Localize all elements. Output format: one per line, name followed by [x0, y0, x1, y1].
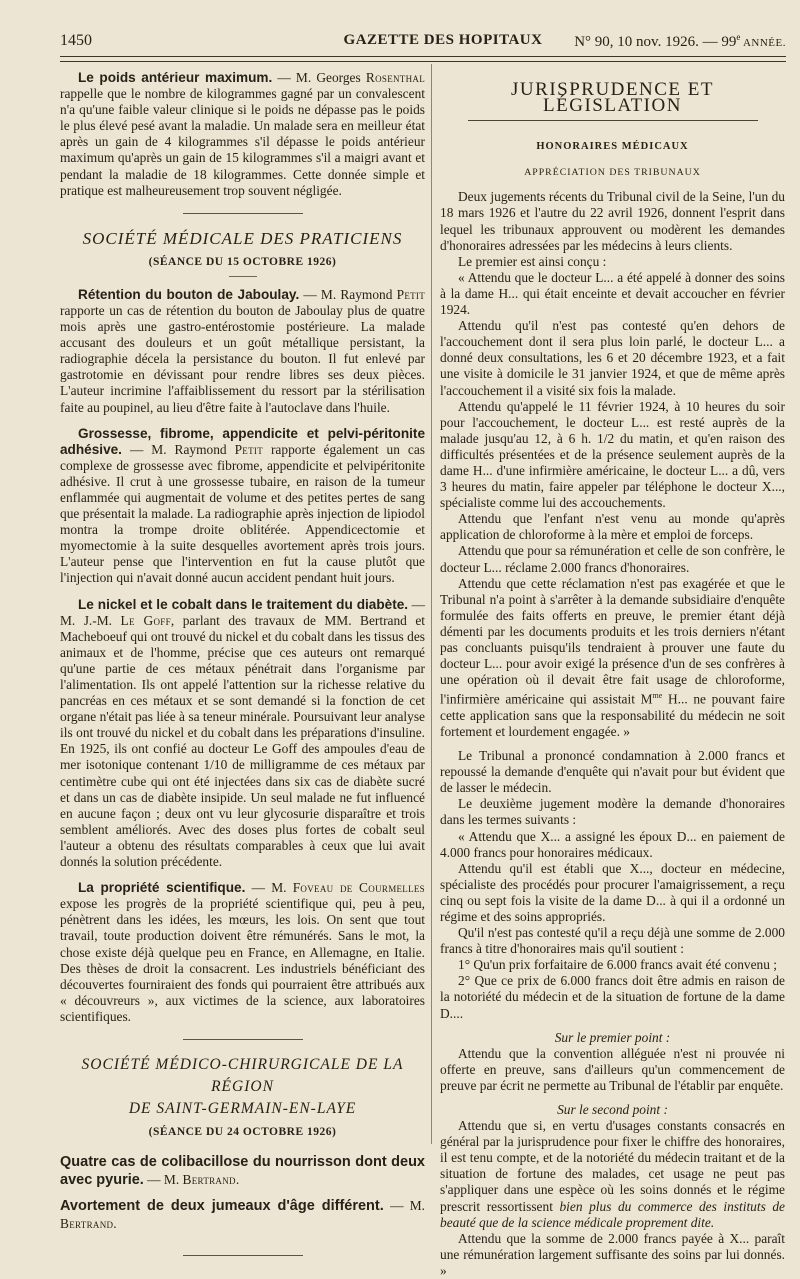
article-text: — M. Raymond — [299, 286, 397, 302]
article-title: Rétention du bouton de Jaboulay. — [78, 286, 300, 302]
paragraph: Deux jugements récents du Tribunal civil de la Seine, l'un du 18 mars 1926 et l'autre du 22 avril 1926, donnent l'esprit dans lequel les tribunaux approuvent ou modèrent les demandes d'honoraires adressées par les médecins à leurs clients. — [440, 189, 785, 253]
article-colibacillose — [60, 1154, 425, 1189]
article-title: Quatre cas de colibacillose du nourrisson dont deux avec pyurie. — [60, 1154, 425, 1189]
article-avortement — [60, 1197, 425, 1233]
paragraph: « Attendu que le docteur L... a été appelé à donner des soins à la dame H... qui était enceinte et devait accoucher en février 1924. — [440, 269, 785, 318]
article-text: . — [113, 1216, 117, 1232]
left-column — [60, 70, 425, 1256]
seance-date: (SÉANCE DU 15 OCTOBRE 1926) — [148, 255, 337, 268]
paragraph: Attendu que la convention alléguée n'est ni prouvée ni offerte en preuve, sans d'ailleurs qu'un commencement de preuve par écrit ne permette au Tribunal de l'établir par enquête. — [440, 1045, 785, 1093]
paragraph — [440, 576, 785, 740]
article-text: expose les progrès de la propriété scientifique qui, peu à peu, pénètrent dans les idées, les mœurs, les lois. On sent que tout travail, toute production doivent être rémunérés. Sans le mot, la chose existe déjà quelque peu en France, en Allemagne, en Italie. Des thèses de droit la consacrent. Les industriels bénéficiant des découvertes fourniraient des fonds qui pourraient être attribués aux « découvreurs », aux victimes de la science, aux laboratoires scientifiques. — [60, 896, 425, 1024]
seance-date: (SÉANCE DU 24 OCTOBRE 1926) — [148, 1125, 337, 1138]
article-poids — [60, 70, 425, 199]
paragraph: Attendu que pour sa rémunération et celle de son confrère, le docteur L... réclame 2.000 francs d'honoraires. — [440, 543, 785, 575]
paragraph: Attendu que l'enfant n'est venu au monde qu'après application de chloroforme à la mère et emploi de forceps. — [440, 511, 785, 543]
paragraph: 2° Que ce prix de 6.000 francs doit être admis en raison de la notoriété du médecin et de la situation de fortune de la dame D.... — [440, 973, 785, 1021]
paragraph: Attendu qu'appelé le 11 février 1924, à 10 heures du soir pour l'accouchement, le docteur L... est resté auprès de la malade jusqu'au 12, à 6 h. 1/2 du matin, et qu'en raison des difficultés présentées et de la présence seulement auprès de la dame H... d'une infirmière américaine, le docteur L... a dû, vers 3 heures du matin, faire appeler par téléphone le docteur X..., spécialiste comme lui des accouchements. — [440, 398, 785, 511]
article-jaboulay — [60, 287, 425, 416]
paragraph: Attendu que la somme de 2.000 francs payée à X... paraît une rémunération largement suffisante des soins par lui donnés. » — [440, 1230, 785, 1278]
paragraph: Le premier est ainsi conçu : — [458, 253, 607, 269]
subsection-subtitle: APPRÉCIATION DES TRIBUNAUX — [524, 167, 701, 179]
society-heading-line2: DE SAINT-GERMAIN-EN-LAYE — [128, 1099, 357, 1117]
issue-annee: ANNÉE. — [740, 37, 786, 49]
paragraph-text: H... ne pouvant faire cette application sans que la responsabilité du médecin ne soit fortement et lourdement engagée. » — [440, 691, 785, 739]
separator-rule — [183, 1039, 303, 1040]
paragraph — [440, 1118, 785, 1231]
society-heading-line1: SOCIÉTÉ MÉDICO-CHIRURGICALE DE LA RÉGION — [81, 1055, 404, 1095]
paragraph-text: Attendu que si, en vertu d'usages constants consacrés en général par la jurisprudence pour fixer le chiffre des honoraires, il est tenu compte, et de la notoriété du médecin traitant et de la situation de fortune des malades, cet usage ne peut pas s'appliquer dans une espèce où les soins donnés et le régime prescrit ressortissent — [440, 1118, 785, 1214]
page-header — [60, 32, 786, 54]
author-name: Foveau de Courmelles — [292, 880, 425, 896]
paragraph: « Attendu que X... a assigné les époux D... en paiement de 4.000 francs pour honoraires médicaux. — [440, 828, 785, 860]
paragraph-italic: bien plus du commerce des instituts de beauté que de la science médicale proprement dite. — [440, 1198, 785, 1230]
society-heading: SOCIÉTÉ MÉDICALE DES PRATICIENS — [82, 228, 403, 248]
issue-sup: e — [736, 32, 741, 42]
journal-title: GAZETTE DES HOPITAUX — [343, 32, 543, 48]
right-column — [440, 70, 785, 1279]
article-text: rapporte également un cas complexe de grossesse avec fibrome, appendicite et pelvipéritonite adhésive. Il crut à une grossesse tubaire, en raison de la tumeur enflammée qui augmentait de volume et des petites pertes de sang que présentait la malade. La radiographie après injection de lipiodol montra la trompe droite oblitérée. Appendicectomie et myomectomie à la suite desquelles avortement après trois jours. L'auteur pense que l'intervention en fut la cause plutôt que l'injection qui n'avait donné aucun accident pendant huit jours. — [60, 441, 425, 586]
article-title: Le nickel et le cobalt dans le traitement du diabète. — [78, 596, 409, 612]
article-text: . — [235, 1172, 240, 1188]
page-number: 1450 — [60, 32, 92, 49]
article-title: Avortement de deux jumeaux d'âge différent. — [60, 1198, 384, 1215]
paragraph-text: Attendu que cette réclamation n'est pas exagérée et que le Tribunal n'a point à s'arrêter à la demande subsidiaire d'enquête formulée des faits offerts en preuve, le premier étant déjà démenti par les documents produits et les trois derniers n'étant pas concluants puisqu'ils tendraient à prouver une faute du docteur L... pour avoir exigé la présence d'un de ses confrères à une opération où il devait être fait usage de chloroforme, l'infirmière américaine qui assistait M — [440, 575, 785, 707]
section-title: JURISPRUDENCE ET LÉGISLATION — [511, 79, 714, 117]
article-text: — M. Georges — [272, 70, 366, 85]
article-text: — M. Raymond — [121, 441, 235, 457]
author-name: Bertrand — [60, 1216, 114, 1232]
article-title: La propriété scientifique. — [78, 880, 246, 896]
article-text: — M. — [245, 880, 293, 896]
article-nickel — [60, 597, 425, 871]
paragraph: Attendu qu'il n'est pas contesté qu'en dehors de l'accouchement dont il sera plus loin parlé, le docteur L... a donné deux consultations, les 6 et 20 décembre 1923, et a fait une visite à domicile le 31 janvier 1924, et que de même après l'accouchement il a visité six fois la malade. — [440, 318, 785, 398]
author-name: Petit — [396, 286, 426, 302]
subsection-title: HONORAIRES MÉDICAUX — [536, 141, 689, 153]
article-text: — M. J.-M. — [60, 596, 425, 628]
author-name: Rosenthal — [365, 70, 425, 85]
article-text: rappelle que le nombre de kilogrammes gagné par un convalescent n'a qu'une faible valeur clinique si le poids ne dépasse pas le poids le plus élevé pesé avant la maladie. Un malade sera en meilleur état après un gain de 4 kilogrammes s'il dépasse le poids antérieur maximum qu'après un gain de 15 kilogrammes s'il a maigri avant et pendant la maladie de 18 kilogrammes. Cette donnée simple et pratique est malheureusement trop souvent négligée. — [60, 86, 425, 198]
column-divider — [431, 64, 432, 1144]
article-text: — M. — [143, 1172, 183, 1188]
end-rule — [183, 1255, 303, 1256]
paragraph: Le Tribunal a prononcé condamnation à 2.000 francs et repoussé la demande d'enquête qui n'avait pour but évident que de lasser le médecin. — [440, 748, 785, 796]
separator-rule — [183, 213, 303, 214]
article-propriete — [60, 880, 425, 1025]
section-rule — [468, 120, 758, 121]
paragraph-sup: me — [652, 691, 663, 701]
author-name: Petit — [234, 441, 263, 457]
issue-number: N° 90, 10 nov. 1926. — 99 — [574, 34, 737, 50]
paragraph: Qu'il n'est pas contesté qu'il a reçu déjà une somme de 2.000 francs à titre d'honoraires mais qu'il soutient : — [440, 925, 785, 957]
subheading-second-point: Sur le second point : — [557, 1102, 668, 1117]
header-rule — [60, 56, 786, 62]
small-rule — [229, 276, 257, 277]
article-grossesse — [60, 426, 425, 587]
article-text: rapporte un cas de rétention du bouton de Jaboulay plus de quatre mois après une gastro-entérostomie postérieure. La malade accusant des douleurs et un goût métallique persistant, la radiographie décela la persistance du bouton. Il fut enlevé par gastrotomie en dévissant pour rendre libres ses deux pièces. L'auteur incrimine l'affaiblissement du ressort par la stérilisation faite au poupinel, au lieu d'être faite à l'autoclave dans l'huile. — [60, 302, 425, 415]
article-text: , parlant des travaux de MM. Bertrand et Macheboeuf qui ont trouvé du nickel et du cobalt dans les tissus des animaux et de l'homme, précise que ces auteurs ont remarqué qu'une partie de ces métaux pénétrait dans l'organisme par l'alimentation. Ils ont appelé l'attention sur la richesse relative du pancréas en ces métaux et se sont demandé si la fonction de cet organe n'était pas liée à sa teneur minérale. Poursuivant leur analyse ils ont trouvé du nickel et du cobalt dans les préparations d'insuline. En 1925, ils ont confié au docteur Le Goff des ampoules d'eau de mer isotonique contenant 1/10 de milligramme de ces métaux par centimètre cube qui ont été injectées dans six cas de diabète sucré et dans un cas de diabète insipide. Un seul malade ne fut influencé en aucune façon ; deux ont vu leur glycosurie disparaître et trois semblent améliorés. Avec des doses plus fortes de cobalt seul l'auteur a obtenu des résultats comparables à ceux que lui avait donnés la solution précédente. — [60, 612, 425, 870]
paragraph: Attendu qu'il est établi que X..., docteur en médecine, spécialiste des procédés pour procurer l'amaigrissement, a reçu cinq ou sept fois la visite de la dame D... à qui il a ordonné un régime et des soins appropriés. — [440, 860, 785, 924]
issue-info — [574, 32, 786, 51]
article-title: Le poids antérieur maximum. — [78, 70, 273, 85]
subheading-premier-point: Sur le premier point : — [554, 1029, 671, 1045]
paragraph: Le deuxième jugement modère la demande d'honoraires dans les termes suivants : — [440, 796, 785, 828]
paragraph: 1° Qu'un prix forfaitaire de 6.000 francs avait été convenu ; — [458, 957, 777, 973]
article-title: Grossesse, fibrome, appendicite et pelvi-péritonite adhésive. — [60, 425, 425, 457]
article-text: — M. — [383, 1198, 425, 1214]
author-name: Bertrand — [182, 1172, 236, 1188]
author-name: Le Goff — [120, 612, 171, 628]
